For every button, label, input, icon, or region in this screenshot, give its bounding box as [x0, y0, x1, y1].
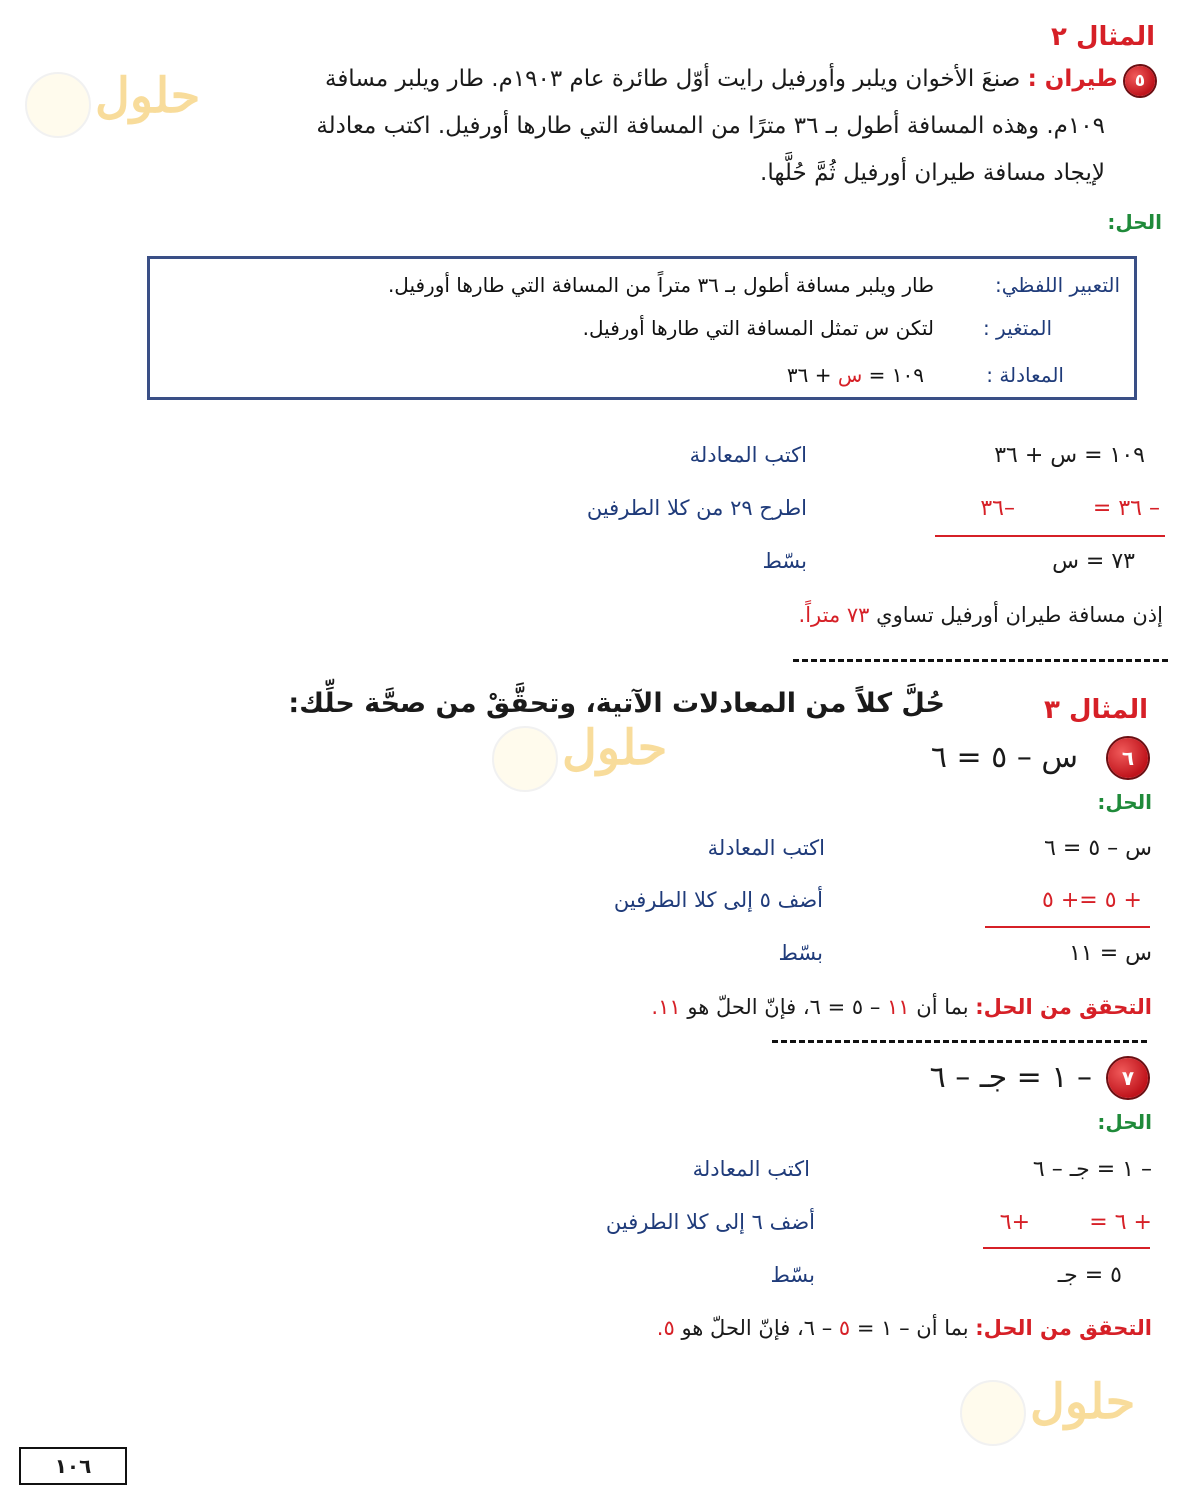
step-3-desc: بسّط [762, 549, 807, 573]
problem-7-step-2-desc: أضف ٦ إلى كلا الطرفين [605, 1210, 815, 1234]
section-divider [793, 659, 1168, 662]
check-value: ٥. [656, 1316, 675, 1340]
problem-6-step-3-math: س = ١١ [1069, 941, 1152, 966]
problem-number-badge: ٥ [1125, 66, 1155, 96]
problem-7-header [1108, 1058, 1148, 1098]
check-label: التحقق من الحل: [975, 995, 1152, 1019]
problem-6-solution-label: الحل: [1097, 790, 1152, 814]
watermark-circle-icon [25, 72, 91, 138]
equation-left: ١٠٩ = [868, 363, 924, 387]
problem-7-step-2-math-left: + ٦ = [1089, 1210, 1152, 1235]
problem-6-step-3-desc: بسّط [778, 941, 823, 965]
step-2-math-left: – ٣٦ = [1092, 496, 1160, 521]
problem-6-header [1108, 738, 1148, 778]
check-text: – ٥ = ٦، فإنّ الحلّ هو [687, 995, 881, 1019]
watermark-text: حلول [95, 68, 201, 124]
equation-text [787, 363, 924, 387]
problem-7-step-1-desc: اكتب المعادلة [692, 1157, 810, 1181]
variable-label: المتغير : [982, 316, 1052, 340]
section-divider [772, 1040, 1147, 1043]
conclusion-value: ٧٣ متراً. [798, 603, 870, 627]
watermark-circle-icon [960, 1380, 1026, 1446]
check-label: التحقق من الحل: [975, 1316, 1152, 1340]
watermark-logo [25, 68, 235, 138]
check-text: بما أن [916, 995, 969, 1019]
problem-7-divider-line [983, 1247, 1150, 1249]
problem-6-step-1-desc: اكتب المعادلة [707, 836, 825, 860]
problem-text: صنعَ الأخوان ويلبر وأورفيل رايت أوّل طائرة عام ١٩٠٣م. طار ويلبر مسافة [324, 66, 1021, 92]
check-value: ١١ [887, 995, 910, 1019]
step-2-math-right: –٣٦ [980, 496, 1015, 521]
step-3-math: ٧٣ = س [1052, 549, 1135, 574]
example-2-problem-line-1 [325, 56, 1155, 103]
conclusion-text: إذن مسافة طيران أورفيل تساوي [876, 603, 1163, 627]
check-text: – ٦، فإنّ الحلّ هو [681, 1316, 833, 1340]
example-2-problem-line-2: ١٠٩م. وهذه المسافة أطول بـ ٣٦ مترًا من المسافة التي طارها أورفيل. اكتب معادلة [316, 113, 1105, 139]
variable-text: لتكن س تمثل المسافة التي طارها أورفيل. [582, 316, 934, 340]
problem-7-equation: – ١ = جـ – ٦ [929, 1060, 1092, 1095]
example-2-problem-line-3: لإيجاد مسافة طيران أورفيل ثُمَّ حُلَّها. [760, 160, 1105, 186]
problem-7-step-1-math: – ١ = جـ – ٦ [1032, 1157, 1152, 1182]
equation-label: المعادلة : [986, 363, 1064, 387]
watermark-circle-icon [492, 726, 558, 792]
problem-6-step-2-desc: أضف ٥ إلى كلا الطرفين [613, 888, 823, 912]
watermark-logo [492, 720, 702, 794]
check-value: ١١. [651, 995, 681, 1019]
problem-6-step-1-math: س – ٥ = ٦ [1044, 836, 1152, 861]
example-2-conclusion [799, 603, 1163, 627]
problem-topic: طيران : [1027, 66, 1118, 92]
check-text: بما أن – ١ = [856, 1316, 969, 1340]
equation-variable: س [837, 363, 863, 387]
problem-6-check [651, 995, 1152, 1019]
example-3-title: المثال ٣ [1044, 695, 1148, 725]
check-value: ٥ [838, 1316, 851, 1340]
step-divider-line [935, 535, 1165, 537]
problem-6-badge: ٦ [1108, 738, 1148, 778]
problem-7-check [657, 1316, 1152, 1340]
watermark-text: حلول [1030, 1374, 1136, 1430]
watermark-logo [960, 1374, 1170, 1448]
problem-7-badge: ٧ [1108, 1058, 1148, 1098]
step-1-desc: اكتب المعادلة [689, 443, 807, 467]
equation-right: + ٣٦ [786, 363, 832, 387]
verbal-expression-label: التعبير اللفظي: [995, 273, 1120, 297]
example-2-title: المثال ٢ [1051, 22, 1155, 52]
solution-label: الحل: [1107, 210, 1162, 234]
step-2-desc: اطرح ٢٩ من كلا الطرفين [586, 496, 807, 520]
problem-7-solution-label: الحل: [1097, 1110, 1152, 1134]
watermark-text: حلول [562, 720, 668, 776]
step-1-math: ١٠٩ = س + ٣٦ [994, 443, 1145, 468]
page-number: ١٠٦ [19, 1447, 127, 1485]
problem-7-step-2-math-right: +٦ [999, 1210, 1030, 1235]
problem-7-step-3-desc: بسّط [770, 1263, 815, 1287]
definition-box [147, 256, 1137, 400]
verbal-expression-text: طار ويلبر مسافة أطول بـ ٣٦ متراً من المسافة التي طارها أورفيل. [387, 273, 934, 297]
problem-6-equation: س – ٥ = ٦ [930, 740, 1078, 775]
problem-6-divider-line [985, 926, 1150, 928]
example-3-instruction: حُلَّ كلاً من المعادلات الآتية، وتحقَّقْ من صحَّة حلِّك: [288, 688, 945, 719]
problem-6-step-2-math: + ٥ =+ ٥ [1042, 888, 1142, 913]
problem-7-step-3-math: ٥ = جـ [1057, 1263, 1122, 1288]
